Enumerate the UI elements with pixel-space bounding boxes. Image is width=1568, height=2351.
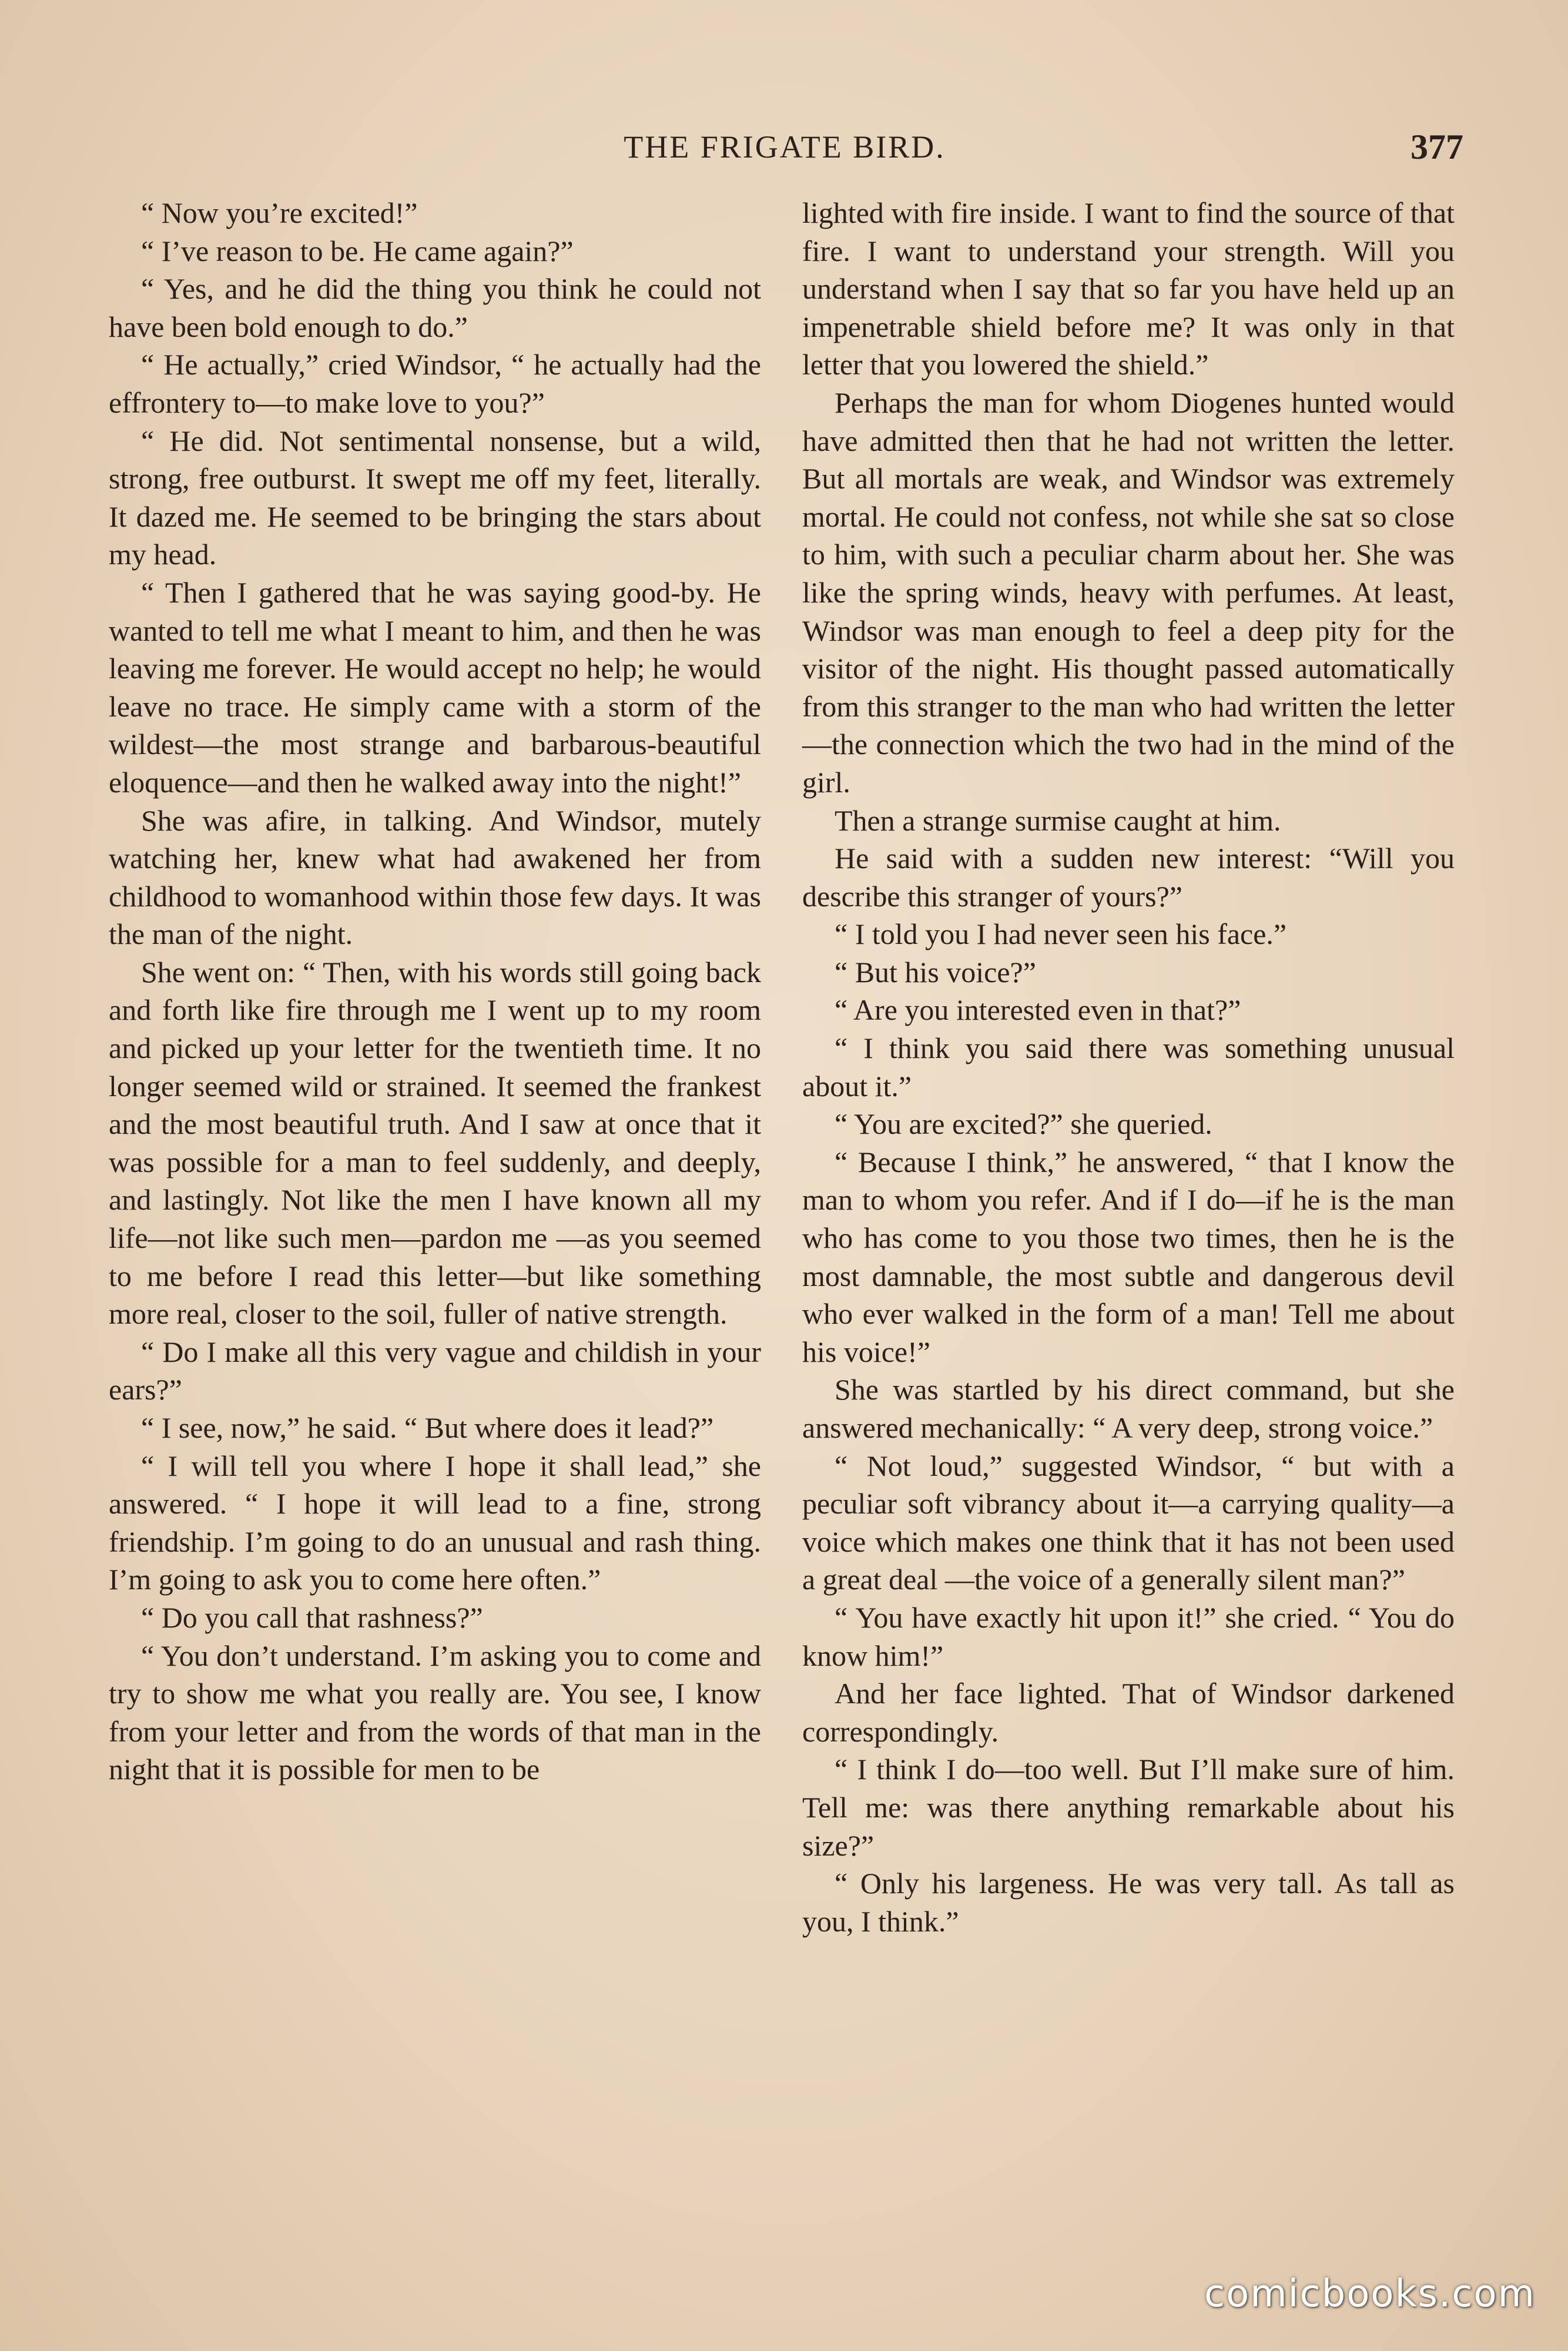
left-column bbox=[109, 194, 761, 1789]
paragraph: He said with a sudden new interest: “Will you describe this stranger of yours?” bbox=[802, 842, 1455, 913]
page-header bbox=[106, 123, 1463, 170]
paragraph: “ Then I gathered that he was saying good-by. He wanted to tell me what I meant to him, and then he was leaving me forever. He would accept no help; he would leave no trace. He simply came with a storm of the wildest—the most strange and barbarous-beautiful eloquence—and then he walked away into the night!” bbox=[109, 575, 761, 799]
paragraph: “ I’ve reason to be. He came again?” bbox=[141, 234, 574, 267]
paragraph: “ But his voice?” bbox=[835, 955, 1036, 989]
watermark: comicbooks.com bbox=[1204, 2272, 1536, 2316]
paragraph: “ You are excited?” she queried. bbox=[835, 1107, 1212, 1141]
paragraph: She was startled by his direct command, but she answered mechanically: “ A very deep, strong voice.” bbox=[802, 1373, 1455, 1444]
paragraph: Then a strange surmise caught at him. bbox=[835, 803, 1281, 837]
paragraph: “ I think I do—too well. But I’ll make sure of him. Tell me: was there anything remarkable about his size?” bbox=[802, 1753, 1455, 1862]
paragraph: “ Because I think,” he answered, “ that I know the man to whom you refer. And if I do—if he is the man who has come to you those two times, then he is the most damnable, the most subtle and dangerous devil who ever walked in the form of a man! Tell me about his voice!” bbox=[802, 1145, 1455, 1368]
paragraph: And her face lighted. That of Windsor darkened correspondingly. bbox=[802, 1677, 1455, 1748]
paragraph-continued: lighted with fire inside. I want to find the source of that fire. I want to understand your strength. Will you understand when I say that so far you have held up an impenetrable shield before me? It was only in that letter that you lowered the shield.” bbox=[802, 196, 1455, 381]
paragraph: “ Not loud,” suggested Windsor, “ but with a peculiar soft vibrancy about it—a carrying quality—a voice which makes one think that it has not been used a great deal —the voice of a generally silent man?” bbox=[802, 1449, 1455, 1596]
paragraph: “ I see, now,” he said. “ But where does it lead?” bbox=[141, 1411, 714, 1444]
right-column bbox=[802, 194, 1455, 1940]
paragraph: “ Yes, and he did the thing you think he could not have been bold enough to do.” bbox=[109, 272, 761, 343]
paragraph: “ Are you interested even in that?” bbox=[835, 993, 1241, 1027]
paragraph: “ You don’t understand. I’m asking you to come and try to show me what you really are. You see, I know from your letter and from the words of that man in the night that it is possible for men to be bbox=[109, 1639, 761, 1786]
paragraph: “ I think you said there was something unusual about it.” bbox=[802, 1032, 1455, 1103]
paragraph: “ I told you I had never seen his face.” bbox=[835, 917, 1287, 951]
paragraph: “ Do you call that rashness?” bbox=[141, 1600, 483, 1634]
paragraph: She was afire, in talking. And Windsor, mutely watching her, knew what had awakened her from childhood to womanhood within those few days. It was the man of the night. bbox=[109, 803, 761, 951]
paragraph: “ Do I make all this very vague and childish in your ears?” bbox=[109, 1335, 761, 1406]
paragraph: Perhaps the man for whom Diogenes hunted would have admitted then that he had not written the letter. But all mortals are weak, and Windsor was extremely mortal. He could not confess, not while she sat so close to him, with such a peculiar charm about her. She was like the spring winds, heavy with perfumes. At least, Windsor was man enough to feel a deep pity for the visitor of the night. His thought passed automatically from this stranger to the man who had written the letter—the connection which the two had in the mind of the girl. bbox=[802, 386, 1455, 799]
running-title: THE FRIGATE BIRD. bbox=[624, 129, 946, 165]
paragraph: “ I will tell you where I hope it shall lead,” she answered. “ I hope it will lead to a fine, strong friendship. I’m going to do an unusual and rash thing. I’m going to ask you to come here often.” bbox=[109, 1449, 761, 1596]
paragraph: “ He did. Not sentimental nonsense, but a wild, strong, free outburst. It swept me off my feet, literally. It dazed me. He seemed to be bringing the stars about my head. bbox=[109, 424, 761, 571]
paragraph: “ Now you’re excited!” bbox=[141, 196, 418, 229]
paragraph: “ Only his largeness. He was very tall. As tall as you, I think.” bbox=[802, 1867, 1455, 1938]
paragraph: She went on: “ Then, with his words still going back and forth like fire through me I went up to my room and picked up your letter for the twentieth time. It no longer seemed wild or strained. It seemed the frankest and the most beautiful truth. And I saw at once that it was possible for a man to feel suddenly, and deeply, and lastingly. Not like the men I have known all my life—not like such men—pardon me —as you seemed to me before I read this letter—but like something more real, closer to the soil, fuller of native strength. bbox=[109, 955, 761, 1331]
page-number: 377 bbox=[1410, 128, 1463, 166]
paragraph: “ You have exactly hit upon it!” she cried. “ You do know him!” bbox=[802, 1600, 1455, 1672]
paragraph: “ He actually,” cried Windsor, “ he actually had the effrontery to—to make love to you?” bbox=[109, 348, 761, 419]
